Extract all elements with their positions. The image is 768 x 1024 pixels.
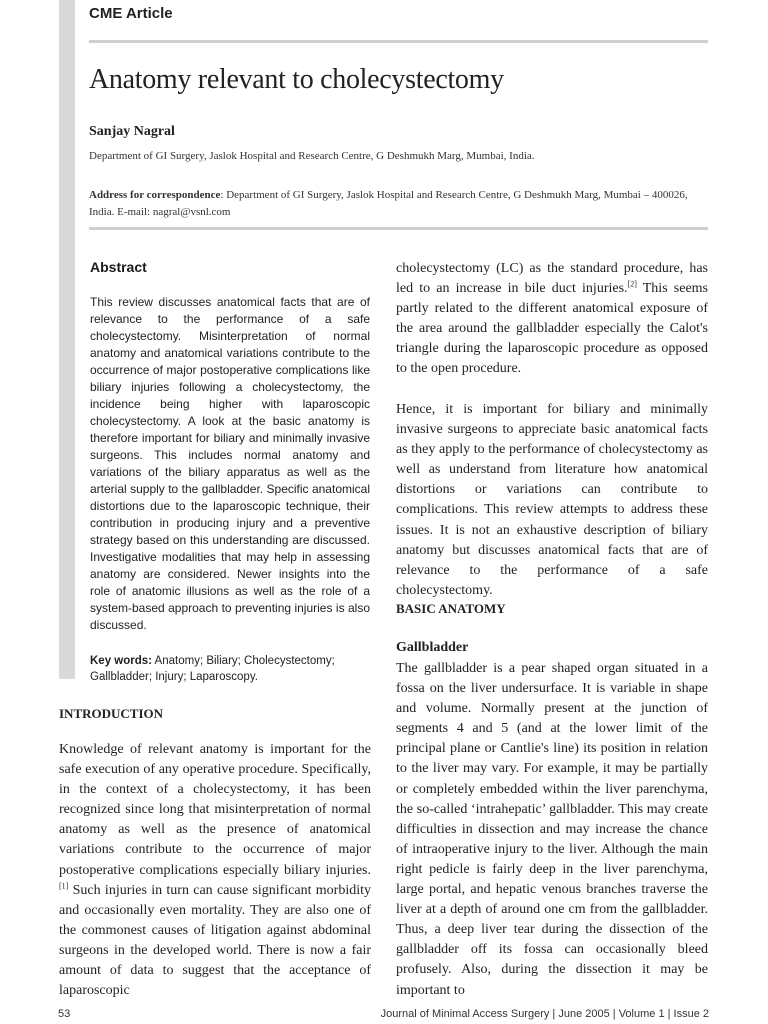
gallbladder-subheading: Gallbladder	[396, 640, 469, 655]
intro-text-a: Knowledge of relevant anatomy is important for the safe execution of any operative procedure. Specifically, in the context of a cholecystectomy, it has been recognized since long that misinterpretation of normal anatomy as well as the presence of anatomical variations contribute to the occurrence of major postoperative complications especially biliary injuries.	[59, 742, 371, 878]
sidebar-accent-bar	[59, 0, 75, 679]
intro-text-b: Such injuries in turn can cause significant morbidity and occasionally even mortality. They are also one of the commonest causes of litigation against abdominal surgeons in the developed world. There is now a fair amount of data to suggest that the acceptance of laparoscopic	[59, 882, 371, 999]
gallbladder-paragraph: The gallbladder is a pear shaped organ situated in a fossa on the liver undersurface. It is variable in shape and volume. Normally present at the junction of segments 4 and 5 (and at the lower limit of the principal plane or Cantlie's line) its position in relation to the liver may vary. For example, it may be partially or completely embedded within the liver parenchyma, the so-called ‘intrahepatic’ gallbladder. This may create difficulties in dissection and may increase the chance of intraoperative injury to the liver. Although the main right pedicle is fairly deep in the liver parenchyma, large portal, and hepatic venous branches traverse the liver at a depth of around one cm from the gallbladder. Thus, a deep liver tear during the dissection of the gallbladder off its fossa can occasionally bleed profusely. Also, during the dissection it may be important to	[396, 661, 708, 998]
author-name: Sanjay Nagral	[89, 124, 175, 139]
section-label: CME Article	[89, 5, 173, 22]
keywords-label: Key words:	[90, 655, 152, 667]
author-affiliation: Department of GI Surgery, Jaslok Hospital and Research Centre, G Deshmukh Marg, Mumbai, India.	[89, 150, 535, 162]
article-title: Anatomy relevant to cholecystectomy	[89, 64, 504, 95]
reference-2[interactable]: [2]	[627, 279, 637, 289]
reference-1[interactable]: [1]	[59, 881, 69, 890]
title-block-divider	[89, 227, 708, 230]
introduction-paragraph-2: Hence, it is important for biliary and minimally invasive surgeons to appreciate basic anatomical facts as they apply to the performance of cholecystectomy as well as understand from literature how anatomical distortions or variations can contribute to complications. This review attempts to address these issues. It is not an exhaustive description of biliary anatomy but discusses anatomical facts that are of relevance to the performance of a safe cholecystectomy.	[396, 402, 708, 598]
introduction-paragraph-1-continued	[396, 259, 708, 380]
intro-cont-text-a: cholecystectomy (LC) as the standard procedure, has led to an increase in bile duct injuries.	[396, 261, 708, 297]
introduction-heading: INTRODUCTION	[59, 706, 164, 721]
abstract-text: This review discusses anatomical facts that are of relevance to the performance of a safe cholecystectomy. Misinterpretation of normal anatomy and anatomical variations contribute to the occurrence of major postoperative complications like biliary injuries following a cholecystectomy, the incidence being higher with laparoscopic cholecystectomy. A look at the basic anatomy is therefore important for biliary and minimally invasive surgeons. This includes normal anatomy and variations of the biliary apparatus as well as the arterial supply to the gallbladder. Specific anatomical distortions due to the laparoscopic technique, their contribution in producing injury and a preventive strategy based on this understanding are discussed. Investigative modalities that may help in assessing anatomy are considered. Newer insights into the role of anatomic illusions as well as the role of a system-based approach to preventing injuries is also discussed.	[90, 295, 370, 632]
keywords	[90, 653, 372, 685]
correspondence-block	[89, 187, 709, 221]
intro-cont-text-b: This seems partly related to the different anatomical exposure of the area around the gallbladder especially the Calot's triangle during the laparoscopic procedure as opposed to the open procedure.	[396, 281, 708, 377]
journal-citation: Journal of Minimal Access Surgery | June 2005 | Volume 1 | Issue 2	[380, 1008, 709, 1020]
page-number: 53	[58, 1008, 71, 1020]
introduction-paragraph-1	[59, 740, 371, 1001]
correspondence-label: Address for correspondence	[89, 189, 221, 201]
abstract-heading: Abstract	[90, 259, 147, 275]
header-divider	[89, 40, 708, 43]
correspondence-text: : Department of GI Surgery, Jaslok Hospital and Research Centre, G Deshmukh Marg, Mumbai – 400026, India. E-mail: nagral@vsnl.com	[89, 189, 688, 218]
keywords-list: Anatomy; Biliary; Cholecystectomy; Gallbladder; Injury; Laparoscopy.	[90, 655, 335, 683]
basic-anatomy-heading: BASIC ANATOMY	[396, 601, 506, 616]
